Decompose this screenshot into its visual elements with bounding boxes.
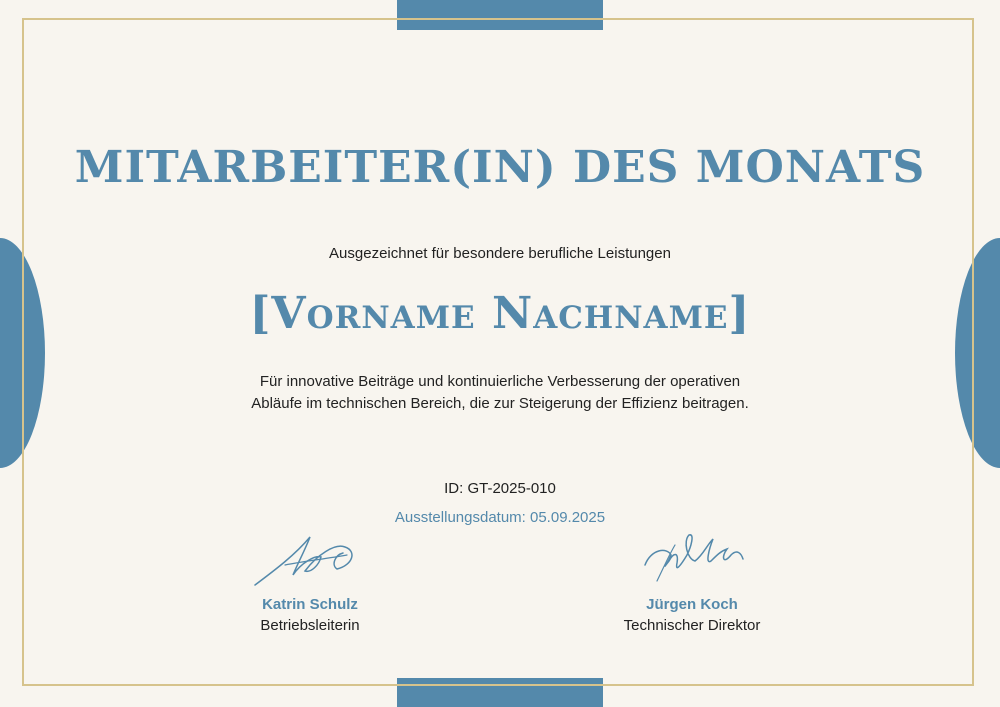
recipient-name: [Vorname Nachname] bbox=[249, 288, 751, 339]
signatory-role-right: Technischer Direktor bbox=[623, 617, 761, 634]
signatory-name-left: Katrin Schulz bbox=[262, 596, 358, 613]
signatory-role-left: Betriebsleiterin bbox=[260, 617, 360, 634]
certificate-id: ID: GT-2025-010 bbox=[444, 480, 556, 497]
signature-right-icon bbox=[617, 525, 767, 593]
signature-block-right bbox=[572, 525, 812, 637]
certificate-subtitle: Ausgezeichnet für besondere berufliche Leistungen bbox=[329, 245, 671, 262]
signatory-name-right: Jürgen Koch bbox=[646, 596, 738, 613]
signature-left-icon bbox=[235, 525, 385, 593]
issue-date: Ausstellungsdatum: 05.09.2025 bbox=[394, 509, 606, 526]
signature-block-left bbox=[190, 525, 430, 637]
certificate-border bbox=[22, 18, 974, 686]
certificate-description: Für innovative Beiträge und kontinuierliche Verbesserung der operativen Abläufe im technischen Bereich, die zur Steigerung der Effizienz beitragen. bbox=[251, 373, 749, 412]
certificate-title: MITARBEITER(IN) DES MONATS bbox=[74, 142, 926, 193]
